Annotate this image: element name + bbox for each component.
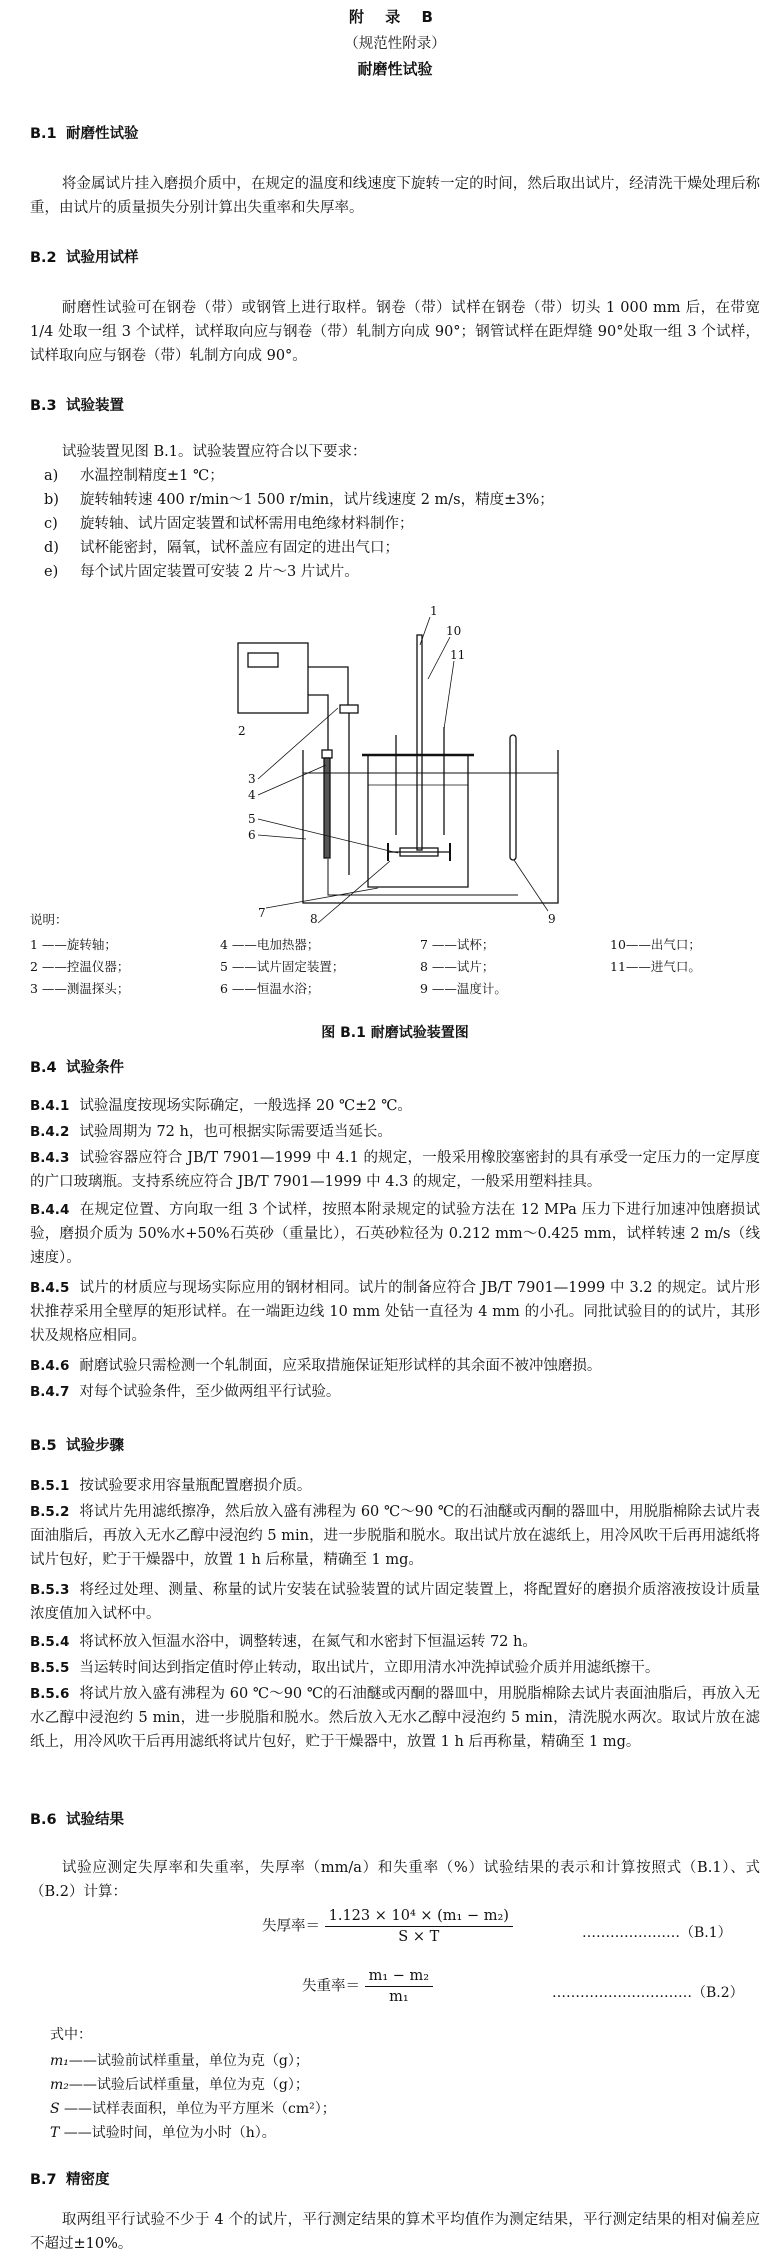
clause-b5-2: B.5.2 将试片先用滤纸擦净，然后放入盛有沸程为 60 ℃～90 ℃的石油醚或丙酮的器皿中，用脱脂棉除去试片表面油脂后，再放入无水乙醇中浸泡约 5 min，进一步脱脂和脱水。取出试片放在滤纸上，用冷风吹干后再用滤纸将试片包好，贮于干燥器中，放置 1 h 后称量，精确至 1 mg。 (30, 1504, 760, 1568)
callout-label: 2 (238, 724, 246, 738)
probe-connector (340, 705, 358, 713)
list-item: a) 水温控制精度±1 ℃； (44, 468, 224, 484)
formula-numerator: m₁ − m₂ (365, 1968, 434, 1987)
callout-label: 8 (310, 912, 318, 925)
paragraph-b3-intro: 试验装置见图 B.1。试验装置应符合以下要求： (61, 444, 367, 460)
section-number: B.6 (30, 1812, 57, 1828)
paragraph-b7: 取两组平行试验不少于 4 个的试片，平行测定结果的算术平均值作为测定结果，平行测定结果的相对偏差应不超过±10%。 (30, 2212, 760, 2252)
thermometer (510, 735, 516, 860)
clause-b5-3: B.5.3 将经过处理、测量、称量的试片安装在试验装置的试片固定装置上，将配置好的磨损介质溶液按设计质量浓度值加入试杯中。 (30, 1582, 760, 1622)
callout-label: 7 (258, 906, 266, 920)
callout-label: 11 (450, 648, 466, 662)
clause-b4-1: B.4.1 试验温度按现场实际确定，一般选择 20 ℃±2 ℃。 (30, 1098, 412, 1114)
section-title: 试验条件 (66, 1060, 124, 1076)
heater-connector (322, 750, 332, 758)
list-item: d) 试杯能密封，隔氧，试杯盖应有固定的进出气口； (44, 540, 399, 556)
rotating-shaft (417, 635, 422, 850)
symbol-definition: T ——试验时间，单位为小时（h）。 (50, 2125, 276, 2141)
callout-label: 9 (548, 912, 556, 925)
section-number: B.4 (30, 1060, 57, 1076)
clause-b4-6: B.4.6 耐磨试验只需检测一个轧制面，应采取措施保证矩形试样的其余面不被冲蚀磨损。 (30, 1358, 602, 1374)
symbol-definition: S ——试样表面积，单位为平方厘米（cm²）； (50, 2101, 336, 2117)
figure-legend-title: 说明： (30, 912, 68, 927)
callout-label: 5 (248, 812, 256, 826)
formula-denominator: S × T (398, 1929, 440, 1945)
formula-fraction (325, 1908, 513, 1945)
section-title: 试验装置 (66, 398, 124, 414)
section-title: 试验步骤 (66, 1438, 124, 1454)
list-item: e) 每个试片固定装置可安装 2 片～3 片试片。 (44, 564, 359, 580)
clause-b5-5: B.5.5 当运转时间达到指定值时停止转动，取出试片，立即用清水冲洗掉试验介质并用滤纸擦干。 (30, 1660, 660, 1676)
paragraph-b1: 将金属试片挂入磨损介质中，在规定的温度和线速度下旋转一定的时间，然后取出试片，经清洗干燥处理后称重，由试片的质量损失分别计算出失重率和失厚率。 (30, 176, 760, 216)
clause-b5-4: B.5.4 将试杯放入恒温水浴中，调整转速，在氮气和水密封下恒温运转 72 h。 (30, 1634, 537, 1650)
figure-legend-col2: 4 ——电加热器； 5 ——试片固定装置； 6 ——恒温水浴； (220, 937, 345, 996)
section-title: 试验用试样 (66, 250, 139, 266)
figure-caption: 图 B.1 耐磨试验装置图 (321, 1025, 469, 1041)
section-title: 试验结果 (66, 1812, 124, 1828)
apparatus-diagram (218, 605, 598, 925)
formula-fraction (365, 1968, 434, 2005)
figure-legend-col4: 10——出气口； 11——进气口。 (610, 937, 701, 974)
heater-cable (308, 695, 328, 750)
figure-legend-col1: 1 ——旋转轴； 2 ——控温仪器； 3 ——测温探头； (30, 937, 130, 996)
section-heading-b7 (30, 2168, 110, 2189)
clause-b5-6: B.5.6 将试片放入盛有沸程为 60 ℃～90 ℃的石油醚或丙酮的器皿中，用脱脂棉除去试片表面油脂后，再放入无水乙醇中浸泡约 5 min，进一步脱脂和脱水。然后放入无水乙醇中浸泡约 5 min，清洗脱水两次。取试片放在滤纸上，用冷风吹干后再用滤纸将试片包好，贮于干燥器中，放置 1 h 后再称量，精确至 1 mg。 (30, 1686, 760, 1750)
clause-b4-2: B.4.2 试验周期为 72 h，也可根据实际需要适当延长。 (30, 1124, 392, 1140)
section-number: B.5 (30, 1438, 57, 1454)
appendix-nature: （规范性附录） (344, 36, 446, 52)
equation-number-b2: …………………………（B.2） (552, 1985, 744, 2001)
formula-denominator: m₁ (389, 1989, 409, 2005)
list-item: b) 旋转轴转速 400 r/min～1 500 r/min，试片线速度 2 m/s，精度±3%； (44, 492, 554, 508)
section-number: B.1 (30, 126, 57, 142)
formula-b1 (262, 1908, 513, 1945)
appendix-label: 附 录 B (349, 8, 441, 26)
callout-label: 6 (248, 828, 256, 842)
paragraph-b6: 试验应测定失厚率和失重率，失厚率（mm/a）和失重率（%）试验结果的表示和计算按照式（B.1）、式（B.2）计算： (30, 1860, 760, 1900)
callout-label: 1 (430, 605, 438, 618)
figure-legend-col3: 7 ——试杯； 8 ——试片； 9 ——温度计。 (420, 937, 507, 996)
section-number: B.2 (30, 250, 57, 266)
clause-b4-3: B.4.3 试验容器应符合 JB/T 7901—1999 中 4.1 的规定，一般采用橡胶塞密封的具有承受一定压力的一定厚度的广口玻璃瓶。支持系统应符合 JB/T 7901—1999 中 4.3 的规定，一般采用塑料挂具。 (30, 1150, 760, 1190)
appendix-title: 耐磨性试验 (357, 60, 433, 78)
section-number: B.7 (30, 2172, 57, 2188)
section-heading-b5 (30, 1434, 124, 1455)
symbol-definition: m₂——试验后试样重量，单位为克（g）； (50, 2077, 309, 2093)
callout-label: 3 (248, 772, 256, 786)
section-heading-b2 (30, 246, 139, 267)
section-number: B.3 (30, 398, 57, 414)
where-label: 式中： (50, 2027, 92, 2043)
section-heading-b1 (30, 122, 139, 143)
section-heading-b6 (30, 1808, 124, 1829)
section-heading-b4 (30, 1056, 124, 1077)
symbol-definition: m₁——试验前试样重量，单位为克（g）； (50, 2053, 309, 2069)
formula-numerator: 1.123 × 10⁴ × (m₁ − m₂) (325, 1908, 513, 1927)
clause-b5-1: B.5.1 按试验要求用容量瓶配置磨损介质。 (30, 1478, 312, 1494)
callout-label: 4 (248, 788, 256, 802)
formula-label: 失厚率＝ (262, 1918, 320, 1935)
section-heading-b3 (30, 394, 124, 415)
paragraph-b2: 耐磨性试验可在钢卷（带）或钢管上进行取样。钢卷（带）试样在钢卷（带）切头 1 000 mm 后，在带宽 1/4 处取一组 3 个试样，试样取向应与钢卷（带）轧制方向成 90°；钢管试样在距焊缝 90°处取一组 3 个试样，试样取向应与钢卷（带）轧制方向成 90°。 (30, 300, 760, 364)
equation-number-b1: …………………（B.1） (582, 1925, 732, 1941)
list-item: c) 旋转轴、试片固定装置和试杯需用电绝缘材料制作； (44, 516, 414, 532)
clause-b4-5: B.4.5 试片的材质应与现场实际应用的钢材相同。试片的制备应符合 JB/T 7901—1999 中 3.2 的规定。试片形状推荐采用全壁厚的矩形试样。在一端距边线 10 mm 处钻一直径为 4 mm 的小孔。同批试验目的的试片，其形状及规格应相同。 (30, 1280, 760, 1344)
clause-b4-7: B.4.7 对每个试验条件，至少做两组平行试验。 (30, 1384, 341, 1400)
formula-label: 失重率＝ (302, 1978, 360, 1995)
callout-label: 10 (446, 624, 462, 638)
formula-b2 (302, 1968, 433, 2005)
section-title: 精密度 (66, 2172, 110, 2188)
clause-b4-4: B.4.4 在规定位置、方向取一组 3 个试样，按照本附录规定的试验方法在 12 MPa 压力下进行加速冲蚀磨损试验，磨损介质为 50%水+50%石英砂（重量比），石英砂粒径为 0.212 mm～0.425 mm，试样转速 2 m/s（线速度）。 (30, 1202, 760, 1266)
instrument-display (248, 653, 278, 667)
section-title: 耐磨性试验 (66, 126, 139, 142)
